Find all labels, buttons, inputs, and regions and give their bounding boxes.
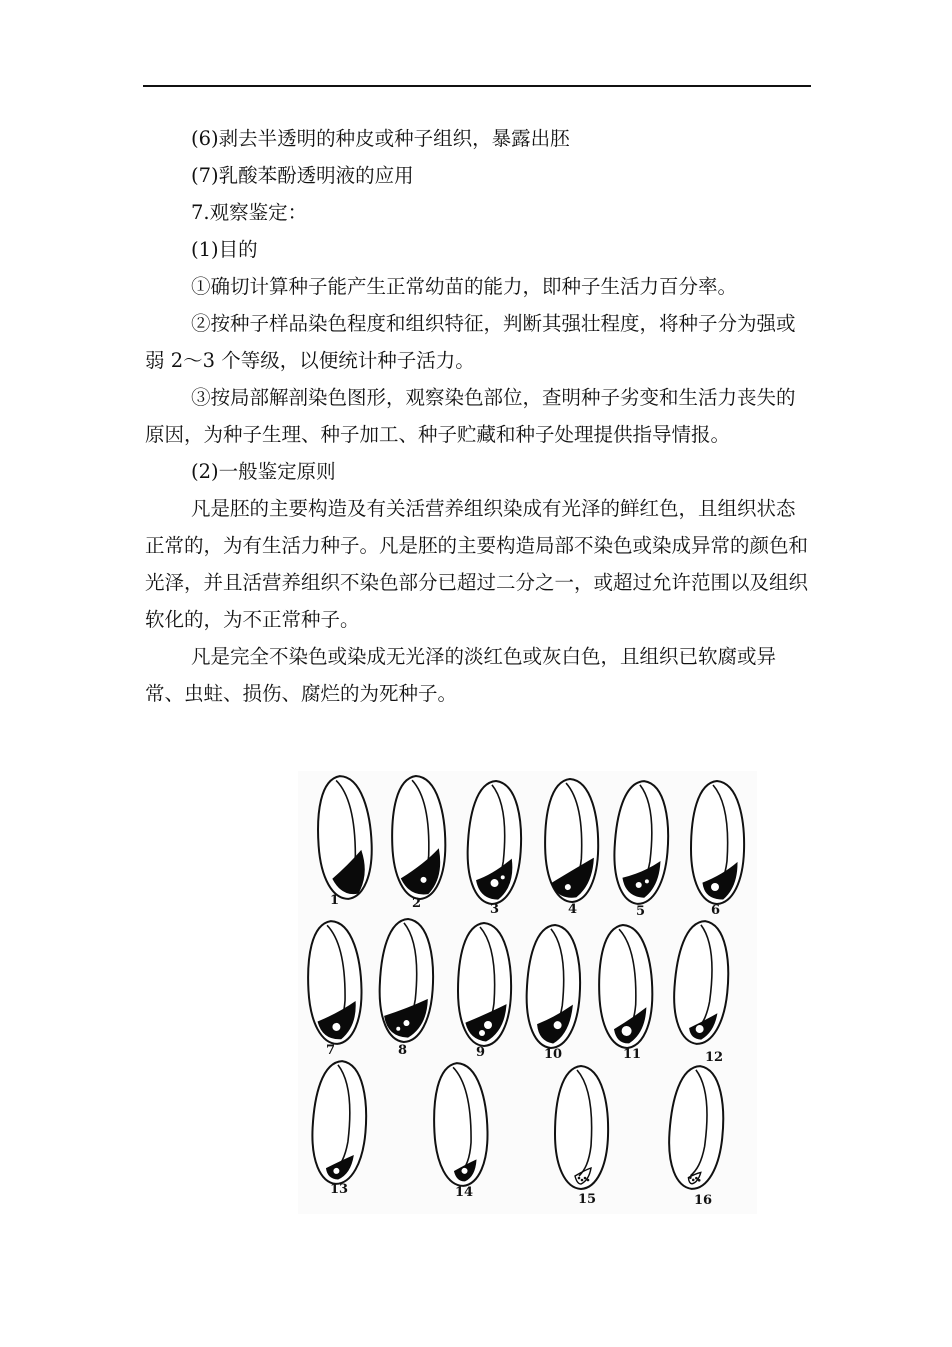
seed-label: 7 [326, 1043, 336, 1058]
seed-label: 16 [694, 1193, 713, 1208]
seed-7 [305, 920, 364, 1046]
seed-label: 9 [476, 1045, 486, 1060]
stain-speck [587, 1179, 590, 1182]
subheading-purpose: (1)目的 [191, 238, 258, 261]
purpose-item-3: ③按局部解剖染色图形，观察染色部位，查明种子劣变和生活力丧失的原因，为种子生理、种子加工、种子贮藏和种子处理提供指导情报。 [145, 386, 796, 446]
unstained-spot [479, 1030, 485, 1036]
purpose-item-1: ①确切计算种子能产生正常幼苗的能力，即种子生活力百分率。 [191, 275, 738, 298]
principle-viable-abnormal: 凡是胚的主要构造及有关活营养组织染成有光泽的鲜红色，且组织状态正常的，为有生活力种子。凡是胚的主要构造局部不染色或染成异常的颜色和光泽，并且活营养组织不染色部分已超过二分之一，或超过允许范围以及组织软化的，为不正常种子。 [145, 497, 809, 631]
subheading-principles: (2)一般鉴定原则 [191, 460, 336, 483]
principle-dead: 凡是完全不染色或染成无光泽的淡红色或灰白色，且组织已软腐或异常、虫蛀、损伤、腐烂的为死种子。 [145, 645, 777, 705]
seed-9 [458, 923, 511, 1046]
seed-outline [555, 1066, 608, 1189]
seed-5 [612, 780, 671, 906]
paragraph-step-7: (7)乳酸苯酚透明液的应用 [191, 164, 414, 187]
seed-13 [310, 1060, 369, 1186]
seed-outline [666, 1064, 728, 1190]
seed-label: 13 [330, 1182, 349, 1197]
paragraph-step-6: (6)剥去半透明的种皮或种子组织，暴露出胚 [191, 127, 570, 150]
seed-14 [431, 1062, 490, 1188]
seed-2 [390, 775, 447, 900]
seed-4 [544, 779, 599, 903]
seed-label: 10 [544, 1047, 563, 1062]
stain-speck [581, 1179, 584, 1182]
unstained-spot [711, 883, 719, 891]
seed-label: 11 [623, 1047, 642, 1062]
seed-1 [314, 774, 376, 900]
seed-staining-figure [298, 771, 757, 1214]
seed-12 [671, 919, 733, 1045]
seed-label: 3 [490, 902, 500, 917]
seed-diagram [298, 771, 757, 1214]
seed-label: 12 [705, 1050, 724, 1065]
seed-3 [466, 780, 523, 905]
stain-speck [578, 1177, 581, 1180]
stain-speck [584, 1177, 587, 1180]
seed-label: 6 [711, 903, 721, 918]
header-rule [143, 85, 811, 87]
section-heading-observe: 7.观察鉴定： [191, 201, 308, 224]
seed-8 [378, 918, 435, 1043]
seed-label: 2 [412, 896, 422, 911]
seed-label: 1 [330, 893, 340, 908]
seed-15 [555, 1066, 608, 1189]
purpose-item-2: ②按种子样品染色程度和组织特征，判断其强壮程度，将种子分为强或弱 2～3 个等级，以便统计种子活力。 [145, 312, 796, 372]
seed-label: 15 [578, 1192, 597, 1207]
seed-16 [666, 1064, 728, 1190]
seed-6 [691, 781, 744, 904]
seed-label: 5 [636, 904, 646, 919]
seed-11 [597, 924, 654, 1049]
unstained-spot [484, 1021, 492, 1029]
document-body [145, 120, 810, 712]
seed-label: 4 [568, 902, 578, 917]
seed-10 [525, 924, 582, 1049]
seed-label: 14 [455, 1185, 474, 1200]
seed-label: 8 [398, 1043, 408, 1058]
